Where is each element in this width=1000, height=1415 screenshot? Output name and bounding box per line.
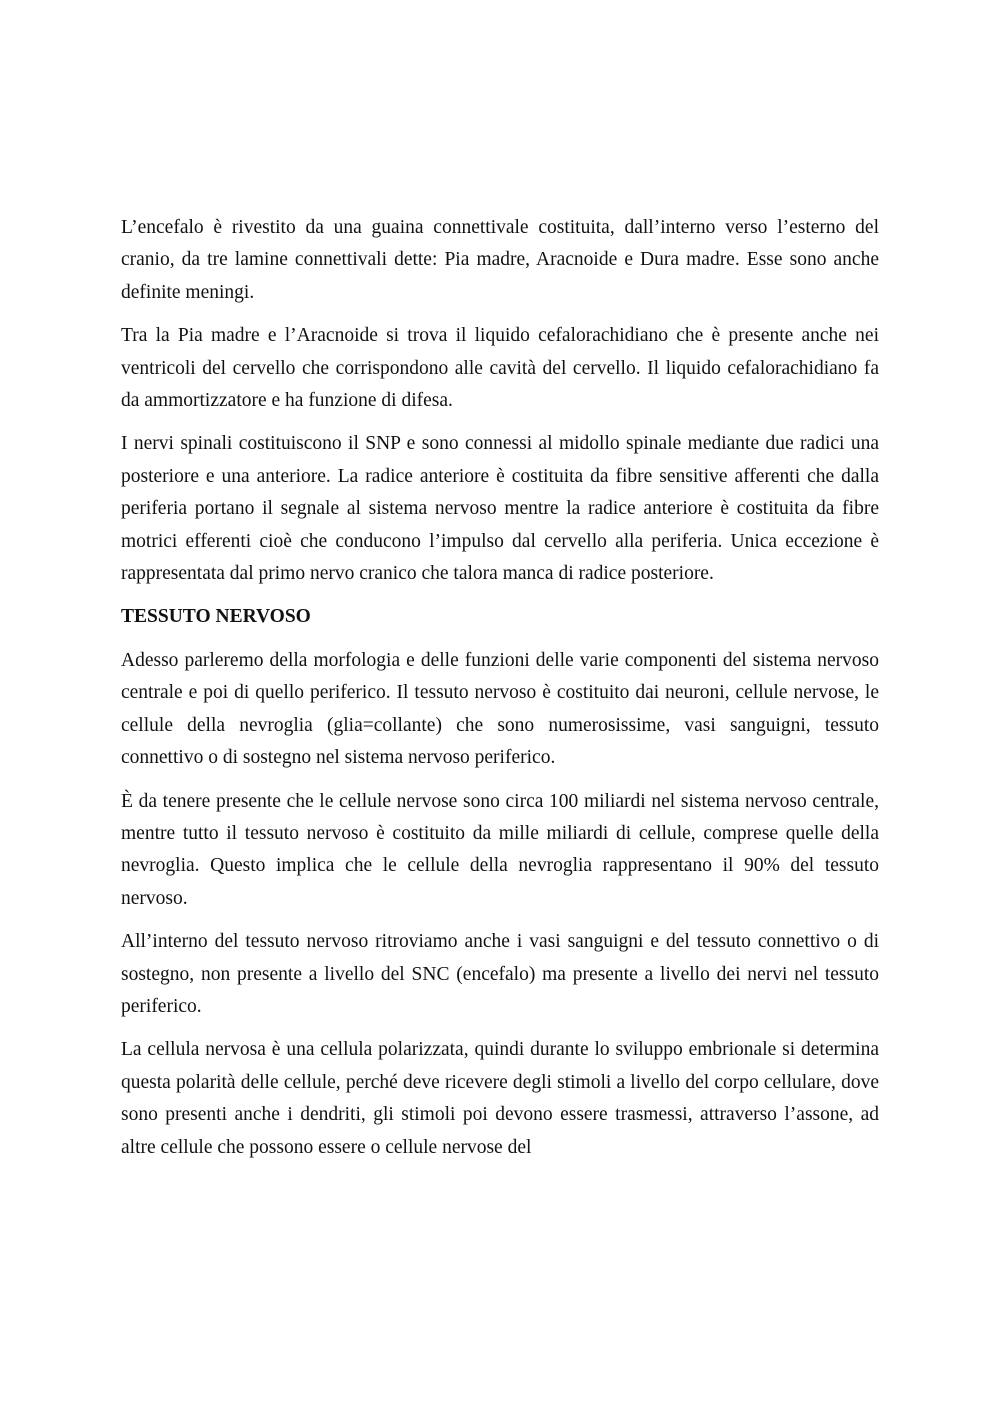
section-heading: TESSUTO NERVOSO xyxy=(121,606,311,628)
paragraph-liquido-cefalorachidiano: Tra la Pia madre e l’Aracnoide si trova il liquido cefalorachidiano che è presente anche nei ventricoli del cervello che corrispondono alle cavità del cervello. Il liquido cefalorachidiano fa da ammortizzatore e ha funzione di difesa. xyxy=(121,325,879,412)
paragraph-cellule-nervose: È da tenere presente che le cellule nervose sono circa 100 miliardi nel sistema nervoso centrale, mentre tutto il tessuto nervoso è costituito da mille miliardi di cellule, comprese quelle della nevroglia. Questo implica che le cellule della nevroglia rappresentano il 90% del tessuto nervoso. xyxy=(121,790,879,909)
paragraph-meningi: L’encefalo è rivestito da una guaina connettivale costituita, dall’interno verso l’esterno del cranio, da tre lamine connettivali dette: Pia madre, Aracnoide e Dura madre. Esse sono anche definite meningi. xyxy=(121,217,879,303)
paragraph-morfologia: Adesso parleremo della morfologia e delle funzioni delle varie componenti del sistema nervoso centrale e poi di quello periferico. Il tessuto nervoso è costituito dai neuroni, cellule nervose, le cellule della nevroglia (glia=collante) che sono numerosissime, vasi sanguigni, tessuto connettivo o di sostegno nel sistema nervoso periferico. xyxy=(121,649,879,769)
paragraph-vasi-sanguigni: All’interno del tessuto nervoso ritroviamo anche i vasi sanguigni e del tessuto connettivo o di sostegno, non presente a livello del SNC (encefalo) ma presente a livello dei nervi nel tessuto periferico. xyxy=(121,931,879,1017)
paragraph-nervi-spinali: I nervi spinali costituiscono il SNP e sono connessi al midollo spinale mediante due radici una posteriore e una anteriore. La radice anteriore è costituita da fibre sensitive afferenti che dalla periferia portano il segnale al sistema nervoso mentre la radice anteriore è costituita da fibre motrici efferenti cioè che conducono l’impulso dal cervello alla periferia. Unica eccezione è rappresentata dal primo nervo cranico che talora manca di radice posteriore. xyxy=(121,433,879,585)
document-page xyxy=(121,212,879,1175)
paragraph-cellula-polarizzata: La cellula nervosa è una cellula polarizzata, quindi durante lo sviluppo embrionale si determina questa polarità delle cellule, perché deve ricevere degli stimoli a livello del corpo cellulare, dove sono presenti anche i dendriti, gli stimoli poi devono essere trasmessi, attraverso l’assone, ad altre cellule che possono essere o cellule nervose del xyxy=(121,1039,879,1158)
